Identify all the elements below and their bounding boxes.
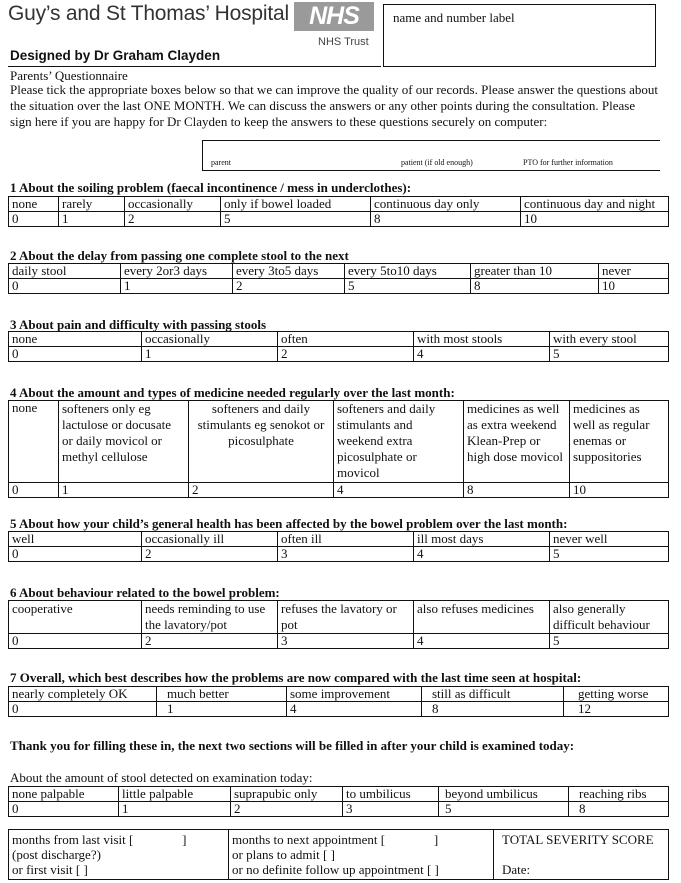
q7-score: 0 bbox=[9, 702, 157, 717]
q2-title: 2 About the delay from passing one complete stool to the next bbox=[10, 248, 349, 263]
appointment-cell[interactable] bbox=[229, 830, 494, 880]
q7-title: 7 Overall, which best describes how the problems are now compared with the last time seen at hospital: bbox=[10, 670, 582, 685]
table-row bbox=[9, 197, 669, 212]
q4-option[interactable]: softeners and daily stimulants and weekend extra picosulphate or movicol bbox=[334, 401, 464, 483]
q7-option[interactable]: some improvement bbox=[287, 687, 422, 702]
q4-score: 10 bbox=[570, 483, 669, 498]
q7-score: 8 bbox=[422, 702, 564, 717]
q7-option[interactable]: still as difficult bbox=[422, 687, 564, 702]
q2-score: 0 bbox=[9, 279, 121, 294]
q1-score: 8 bbox=[371, 212, 521, 227]
total-severity-score-label: TOTAL SEVERITY SCORE bbox=[502, 832, 654, 847]
q7-table bbox=[8, 686, 669, 717]
stool-option[interactable]: reaching ribs bbox=[569, 787, 669, 802]
signature-box[interactable] bbox=[202, 140, 660, 171]
q1-option[interactable]: none bbox=[9, 197, 59, 212]
q4-option[interactable]: medicines as well as extra weekend Klean-Prep or high dose movicol bbox=[464, 401, 570, 483]
q2-option[interactable]: every 2or3 days bbox=[121, 264, 233, 279]
q4-option[interactable]: medicines as well as regular enemas or suppositories bbox=[570, 401, 669, 483]
q4-score: 2 bbox=[189, 483, 334, 498]
q1-title: 1 About the soiling problem (faecal incontinence / mess in underclothes): bbox=[10, 180, 412, 195]
q6-score: 3 bbox=[278, 634, 414, 649]
q2-option[interactable]: every 3to5 days bbox=[233, 264, 345, 279]
sign-patient-label: patient (if old enough) bbox=[401, 158, 473, 167]
nhs-logo: NHS bbox=[294, 2, 374, 31]
name-label-text: name and number label bbox=[393, 10, 515, 25]
q1-table bbox=[8, 196, 669, 227]
plans-to-admit-checkbox[interactable]: or plans to admit [ ] bbox=[232, 847, 335, 862]
q2-score: 5 bbox=[345, 279, 471, 294]
q5-table bbox=[8, 531, 669, 562]
q5-option[interactable]: often ill bbox=[278, 532, 414, 547]
table-row bbox=[9, 547, 669, 562]
designer-credit: Designed by Dr Graham Clayden bbox=[10, 48, 221, 63]
q6-option[interactable]: also generally difficult behaviour bbox=[550, 601, 669, 634]
q5-title: 5 About how your child’s general health has been affected by the bowel problem over the last month: bbox=[10, 516, 568, 531]
q1-score: 1 bbox=[59, 212, 125, 227]
stool-score: 8 bbox=[569, 802, 669, 817]
q1-option[interactable]: rarely bbox=[59, 197, 125, 212]
q5-option[interactable]: ill most days bbox=[414, 532, 550, 547]
q5-score: 0 bbox=[9, 547, 142, 562]
q6-score: 4 bbox=[414, 634, 550, 649]
q3-score: 1 bbox=[142, 347, 278, 362]
q5-score: 3 bbox=[278, 547, 414, 562]
q4-score: 8 bbox=[464, 483, 570, 498]
sign-parent-label: parent bbox=[211, 158, 231, 167]
q1-option[interactable]: only if bowel loaded bbox=[221, 197, 371, 212]
q6-title: 6 About behaviour related to the bowel problem: bbox=[10, 585, 280, 600]
table-row bbox=[9, 802, 669, 817]
q2-option[interactable]: never bbox=[599, 264, 669, 279]
table-row bbox=[9, 687, 669, 702]
months-from-visit-field[interactable]: months from last visit [ ] bbox=[12, 832, 187, 847]
q6-option[interactable]: also refuses medicines bbox=[414, 601, 550, 634]
q4-option[interactable]: softeners and daily stimulants eg senokot or picosulphate bbox=[189, 401, 334, 483]
q1-option[interactable]: continuous day and night bbox=[521, 197, 669, 212]
q7-score: 1 bbox=[157, 702, 287, 717]
header-divider bbox=[8, 66, 381, 67]
q6-option[interactable]: cooperative bbox=[9, 601, 142, 634]
stool-score: 5 bbox=[439, 802, 569, 817]
q3-table bbox=[8, 331, 669, 362]
q3-score: 2 bbox=[278, 347, 414, 362]
q4-score: 4 bbox=[334, 483, 464, 498]
stool-option[interactable]: suprapubic only bbox=[231, 787, 343, 802]
table-row bbox=[9, 787, 669, 802]
stool-option[interactable]: to umbilicus bbox=[343, 787, 439, 802]
table-row bbox=[9, 332, 669, 347]
stool-option[interactable]: none palpable bbox=[9, 787, 119, 802]
q4-score: 1 bbox=[59, 483, 189, 498]
q6-option[interactable]: needs reminding to use the lavatory/pot bbox=[142, 601, 278, 634]
q1-score: 10 bbox=[521, 212, 669, 227]
table-row bbox=[9, 830, 669, 880]
footer-table bbox=[8, 829, 669, 880]
q6-option[interactable]: refuses the lavatory or pot bbox=[278, 601, 414, 634]
visit-cell[interactable] bbox=[9, 830, 229, 880]
stool-score: 2 bbox=[231, 802, 343, 817]
stool-score: 3 bbox=[343, 802, 439, 817]
q5-score: 5 bbox=[550, 547, 669, 562]
stool-option[interactable]: beyond umbilicus bbox=[439, 787, 569, 802]
stool-table bbox=[8, 786, 669, 817]
q2-score: 10 bbox=[599, 279, 669, 294]
q1-score: 0 bbox=[9, 212, 59, 227]
questionnaire-title: Parents’ Questionnaire bbox=[10, 68, 128, 83]
q4-option[interactable]: softeners only eg lactulose or docusate or daily movicol or methyl cellulose bbox=[59, 401, 189, 483]
q2-score: 8 bbox=[471, 279, 599, 294]
stool-option[interactable]: little palpable bbox=[119, 787, 231, 802]
stool-score: 0 bbox=[9, 802, 119, 817]
q2-score: 1 bbox=[121, 279, 233, 294]
table-row bbox=[9, 634, 669, 649]
stool-title: About the amount of stool detected on examination today: bbox=[10, 770, 313, 785]
q2-option[interactable]: greater than 10 bbox=[471, 264, 599, 279]
table-row bbox=[9, 347, 669, 362]
q3-score: 4 bbox=[414, 347, 550, 362]
q3-option[interactable]: with most stools bbox=[414, 332, 550, 347]
sign-pto-label: PTO for further information bbox=[523, 158, 613, 167]
q4-title: 4 About the amount and types of medicine needed regularly over the last month: bbox=[10, 385, 455, 400]
q1-score: 5 bbox=[221, 212, 371, 227]
q1-option[interactable]: occasionally bbox=[125, 197, 221, 212]
q3-option[interactable]: with every stool bbox=[550, 332, 669, 347]
q3-score: 5 bbox=[550, 347, 669, 362]
table-row bbox=[9, 279, 669, 294]
thanks-text: Thank you for filling these in, the next two sections will be filled in after your child is examined today: bbox=[10, 738, 575, 753]
q1-score: 2 bbox=[125, 212, 221, 227]
q6-score: 5 bbox=[550, 634, 669, 649]
q3-title: 3 About pain and difficulty with passing stools bbox=[10, 317, 267, 332]
table-row bbox=[9, 532, 669, 547]
table-row bbox=[9, 601, 669, 634]
q3-score: 0 bbox=[9, 347, 142, 362]
q6-score: 2 bbox=[142, 634, 278, 649]
q4-score: 0 bbox=[9, 483, 59, 498]
intro-text: Please tick the appropriate boxes below so that we can improve the quality of our records. Please answer the questions about the situation over the last ONE MONTH. We can discuss the answers or any other points during the consultation. Please sign here if you are happy for Dr Clayden to keep the answers to these questions securely on computer: bbox=[10, 82, 659, 129]
q1-option[interactable]: continuous day only bbox=[371, 197, 521, 212]
hospital-name: Guy’s and St Thomas’ Hospital bbox=[8, 2, 289, 25]
q4-option[interactable]: none bbox=[9, 401, 59, 483]
q5-option[interactable]: occasionally ill bbox=[142, 532, 278, 547]
q7-option[interactable]: getting worse bbox=[564, 687, 669, 702]
no-follow-up-checkbox[interactable]: or no definite follow up appointment [ ] bbox=[232, 862, 439, 877]
q7-option[interactable]: much better bbox=[157, 687, 287, 702]
q6-score: 0 bbox=[9, 634, 142, 649]
post-discharge-label: (post discharge?) bbox=[12, 847, 101, 862]
first-visit-checkbox[interactable]: or first visit [ ] bbox=[12, 862, 88, 877]
q3-option[interactable]: occasionally bbox=[142, 332, 278, 347]
table-row bbox=[9, 702, 669, 717]
q4-table bbox=[8, 400, 669, 498]
q5-option[interactable]: well bbox=[9, 532, 142, 547]
q7-score: 12 bbox=[564, 702, 669, 717]
q6-table bbox=[8, 600, 669, 649]
q3-option[interactable]: often bbox=[278, 332, 414, 347]
q5-score: 4 bbox=[414, 547, 550, 562]
table-row bbox=[9, 264, 669, 279]
stool-score: 1 bbox=[119, 802, 231, 817]
table-row bbox=[9, 483, 669, 498]
date-field[interactable]: Date: bbox=[502, 862, 531, 877]
q2-table bbox=[8, 263, 669, 294]
trust-name: NHS Trust bbox=[318, 36, 369, 48]
q2-option[interactable]: every 5to10 days bbox=[345, 264, 471, 279]
q5-score: 2 bbox=[142, 547, 278, 562]
name-label-box[interactable] bbox=[383, 4, 656, 67]
q2-score: 2 bbox=[233, 279, 345, 294]
q3-option[interactable]: none bbox=[9, 332, 142, 347]
q5-option[interactable]: never well bbox=[550, 532, 669, 547]
q7-score: 4 bbox=[287, 702, 422, 717]
table-row bbox=[9, 212, 669, 227]
score-spacer bbox=[502, 847, 665, 862]
score-cell[interactable] bbox=[494, 830, 669, 880]
months-to-appointment-field[interactable]: months to next appointment [ ] bbox=[232, 832, 439, 847]
q2-option[interactable]: daily stool bbox=[9, 264, 121, 279]
table-row bbox=[9, 401, 669, 483]
q7-option[interactable]: nearly completely OK bbox=[9, 687, 157, 702]
